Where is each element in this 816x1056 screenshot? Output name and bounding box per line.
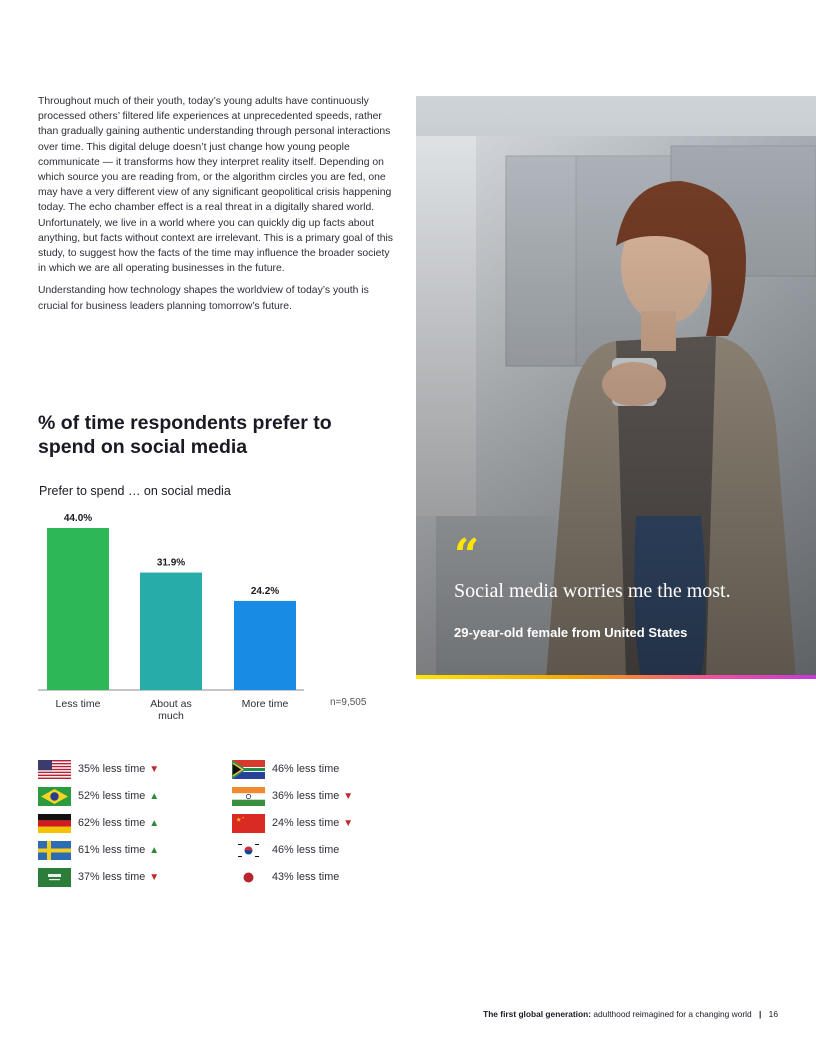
sample-size-note: n=9,505 xyxy=(330,697,367,708)
category-label: Less time xyxy=(55,698,101,710)
sweden-flag-icon xyxy=(38,841,71,860)
section-title: % of time respondents prefer to spend on social media xyxy=(38,412,332,458)
trend-down-icon: ▼ xyxy=(149,871,160,883)
germany-flag-icon xyxy=(38,814,71,833)
bar-value-label: 24.2% xyxy=(250,585,280,597)
country-stat-label: 52% less time xyxy=(78,790,146,802)
country-item xyxy=(38,786,159,806)
country-item xyxy=(232,786,353,806)
brazil-flag-icon xyxy=(38,787,71,806)
woman-with-coffee-photo xyxy=(416,96,816,679)
south-africa-flag-icon xyxy=(232,760,265,779)
country-stat-label: 35% less time xyxy=(78,763,146,775)
chart-title: Prefer to spend … on social media xyxy=(39,484,231,498)
country-stat-label: 46% less time xyxy=(272,763,340,775)
quote-mark-icon: “ xyxy=(454,530,480,581)
country-item xyxy=(38,813,159,833)
country-item xyxy=(38,759,159,779)
country-stat-label: 62% less time xyxy=(78,817,146,829)
bar-more-time xyxy=(234,601,296,690)
south-korea-flag-icon xyxy=(232,841,265,860)
country-item xyxy=(232,867,339,887)
svg-text:★: ★ xyxy=(236,816,242,823)
country-stat-label: 43% less time xyxy=(272,871,340,883)
intro-text xyxy=(38,94,398,321)
gradient-accent-bar xyxy=(416,675,816,679)
country-item xyxy=(38,867,159,887)
page-number: 16 xyxy=(768,1009,778,1019)
country-item xyxy=(38,840,159,860)
bar-value-label: 44.0% xyxy=(63,513,93,524)
country-item xyxy=(232,840,339,860)
social-media-bar-chart xyxy=(0,500,400,730)
bar-value-label: 31.9% xyxy=(156,557,186,569)
footer-separator: | xyxy=(759,1009,762,1019)
country-stat-label: 61% less time xyxy=(78,844,146,856)
country-stat-label: 37% less time xyxy=(78,871,146,883)
saudi-arabia-flag-icon xyxy=(38,868,71,887)
country-item xyxy=(232,813,353,833)
category-label: About as xyxy=(150,698,192,710)
svg-text:★: ★ xyxy=(242,816,245,819)
trend-up-icon: ▲ xyxy=(149,844,160,856)
body-paragraph-2: Understanding how technology shapes the worldview of today’s youth is crucial for business leaders planning tomorrow’s future. xyxy=(38,285,369,312)
trend-up-icon: ▲ xyxy=(149,790,160,802)
country-stat-label: 46% less time xyxy=(272,844,340,856)
japan-flag-icon xyxy=(232,868,265,887)
pull-quote: Social media worries me the most. xyxy=(454,580,731,602)
quote-attribution: 29-year-old female from United States xyxy=(454,625,688,640)
bar-less-time xyxy=(47,528,109,690)
china-flag-icon xyxy=(232,814,265,833)
trend-down-icon: ▼ xyxy=(343,817,354,829)
trend-down-icon: ▼ xyxy=(149,763,160,775)
country-stat-label: 36% less time xyxy=(272,790,340,802)
country-item xyxy=(232,759,339,779)
category-label: More time xyxy=(241,698,289,710)
trend-up-icon: ▲ xyxy=(149,817,160,829)
body-paragraph-1: Throughout much of their youth, today’s young adults have continuously processed others’ filtered life experiences at unprecedented speeds, rather than gradually gaining authentic understanding through personal interactions over time. This digital deluge doesn’t just change how young people communicate — it transforms how they interpret reality itself. Depending on which source you are reading from, or the algorithm circles you are fed, one may have a very different view of any significant geopolitical crisis happening today. The echo chamber effect is a real threat in a digitally shared world. Unfortunately, we live in a world where you can quickly dig up facts about anything, but facts without context are irrelevant. This is a primary goal of this study, to suggest how the facts of the time may influence the broader society in which we are all operating businesses in the future. xyxy=(38,96,393,275)
footer-report-subtitle: adulthood reimagined for a changing world xyxy=(593,1009,752,1019)
country-stat-label: 24% less time xyxy=(272,817,340,829)
india-flag-icon xyxy=(232,787,265,806)
footer-report-title: The first global generation: xyxy=(483,1009,592,1019)
us-flag-icon xyxy=(38,760,71,779)
trend-down-icon: ▼ xyxy=(343,790,354,802)
category-label: much xyxy=(158,710,184,722)
bar-about-as-much xyxy=(140,573,202,690)
page-footer xyxy=(483,1009,778,1019)
